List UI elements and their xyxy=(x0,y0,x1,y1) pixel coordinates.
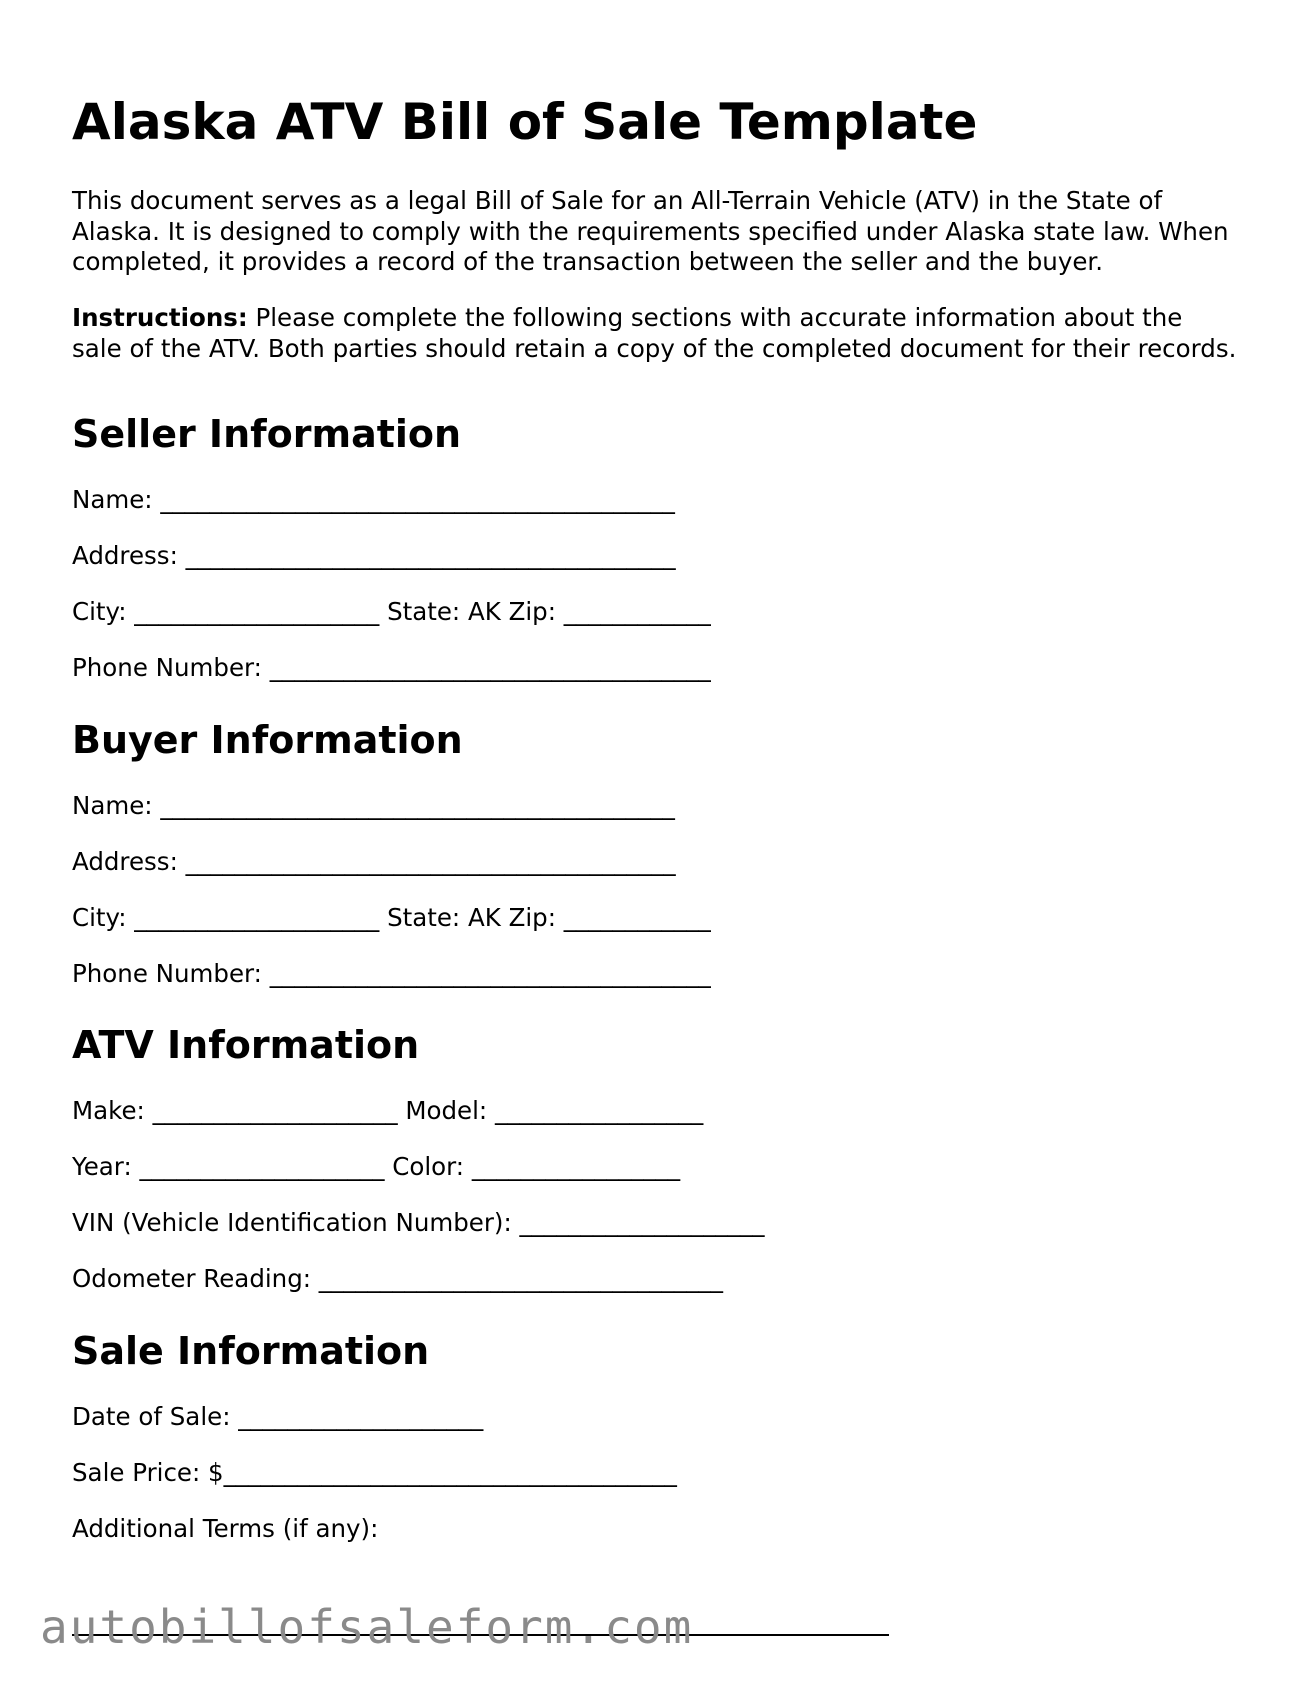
seller-address-field[interactable]: Address: ________________________________________ xyxy=(72,541,676,570)
sale-heading: Sale Information xyxy=(72,1329,430,1373)
seller-heading: Seller Information xyxy=(72,412,462,456)
instructions-text: Please complete the following sections with accurate information about the sale of the ATV. Both parties should retain a copy of the completed document for their records. xyxy=(72,303,1237,363)
seller-city-state-zip-field[interactable]: City: ____________________ State: AK Zip: ____________ xyxy=(72,597,711,626)
sale-price-field[interactable]: Sale Price: $_____________________________________ xyxy=(72,1458,677,1487)
document-title: Alaska ATV Bill of Sale Template xyxy=(72,93,978,151)
atv-year-color-field[interactable]: Year: ____________________ Color: _________________ xyxy=(72,1152,681,1181)
watermark: autobillofsaleform.com xyxy=(40,1600,694,1654)
atv-odometer-field[interactable]: Odometer Reading: _________________________________ xyxy=(72,1264,724,1293)
atv-make-model-field[interactable]: Make: ____________________ Model: _________________ xyxy=(72,1096,704,1125)
atv-heading: ATV Information xyxy=(72,1023,420,1067)
atv-vin-field[interactable]: VIN (Vehicle Identification Number): ____________________ xyxy=(72,1208,765,1237)
seller-name-field[interactable]: Name: __________________________________________ xyxy=(72,485,675,514)
buyer-address-field[interactable]: Address: ________________________________________ xyxy=(72,847,676,876)
buyer-city-state-zip-field[interactable]: City: ____________________ State: AK Zip: ____________ xyxy=(72,903,711,932)
additional-terms-label: Additional Terms (if any): xyxy=(72,1514,379,1543)
seller-phone-field[interactable]: Phone Number: ____________________________________ xyxy=(72,653,711,682)
buyer-phone-field[interactable]: Phone Number: ____________________________________ xyxy=(72,959,711,988)
instructions-paragraph xyxy=(72,303,1237,364)
buyer-heading: Buyer Information xyxy=(72,718,463,762)
intro-paragraph: This document serves as a legal Bill of Sale for an All-Terrain Vehicle (ATV) in the State of Alaska. It is designed to comply with the requirements specified under Alaska state law. When completed, it provides a record of the transaction between the seller and the buyer. xyxy=(72,186,1229,276)
instructions-label: Instructions: xyxy=(72,303,248,332)
buyer-name-field[interactable]: Name: __________________________________________ xyxy=(72,791,675,820)
sale-date-field[interactable]: Date of Sale: ____________________ xyxy=(72,1402,484,1431)
